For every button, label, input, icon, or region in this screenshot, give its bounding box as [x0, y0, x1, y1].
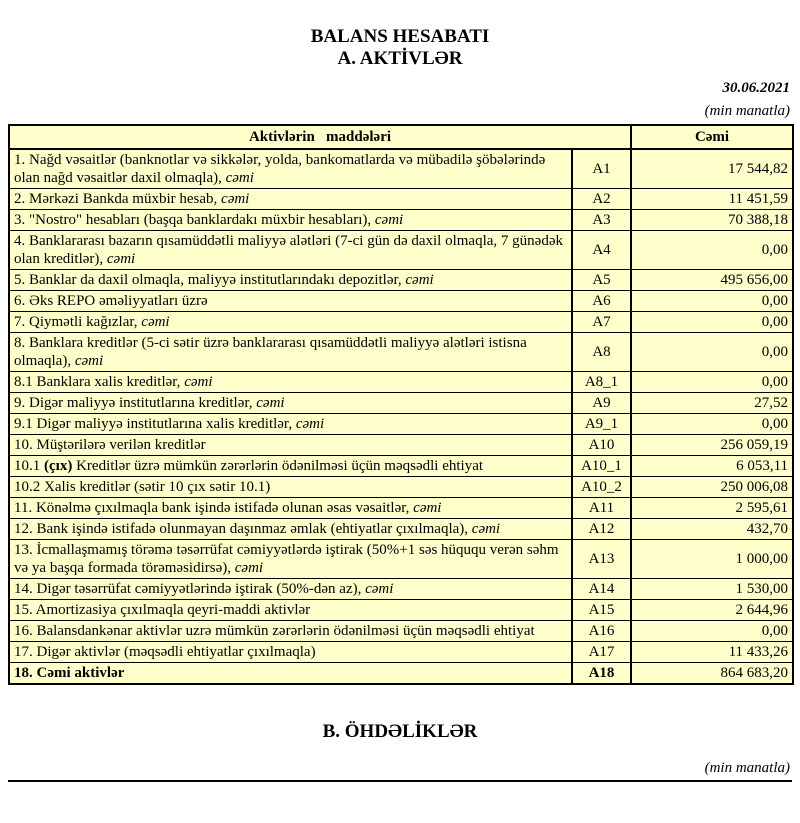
row-code: A9: [572, 393, 631, 414]
row-code: A17: [572, 642, 631, 663]
table-row: [9, 210, 793, 231]
row-code: A8: [572, 333, 631, 372]
table-row: [9, 600, 793, 621]
table-row: [9, 414, 793, 435]
row-label-part: 13. İcmallaşmamış törəmə təsərrüfat cəmiyyətlərdə iştirak (50%+1 səs hüququ verən səhm və ya başqa formada törəməsidirsə),: [14, 542, 559, 576]
row-code: A3: [572, 210, 631, 231]
row-label-part: cəmi: [471, 521, 501, 537]
unit-note-b: (min manatla): [704, 760, 790, 776]
next-table-top-border: [8, 780, 792, 782]
row-label-part: cəmi: [221, 191, 250, 207]
row-value: 0,00: [631, 291, 793, 312]
row-value: 0,00: [631, 621, 793, 642]
row-code: A13: [572, 540, 631, 579]
row-value: 2 595,61: [631, 498, 793, 519]
row-label-part: cəmi: [256, 395, 285, 411]
report-title: BALANS HESABATI: [310, 26, 490, 47]
row-label: [9, 519, 572, 540]
row-code: A16: [572, 621, 631, 642]
row-label-part: 17. Digər aktivlər (məqsədli ehtiyatlar çıxılmaqla): [14, 644, 316, 660]
row-value: 6 053,11: [631, 456, 793, 477]
row-label-part: 6. Əks REPO əməliyyatları üzrə: [14, 293, 208, 309]
table-row: [9, 456, 793, 477]
row-label-part: cəmi: [413, 500, 442, 516]
row-label-part: 16. Balansdankənar aktivlər uzrə mümkün zərərlərin ödənilməsi üçün məqsədli ehtiyat: [14, 623, 535, 639]
row-code: A10_2: [572, 477, 631, 498]
row-label-part: 15. Amortizasiya çıxılmaqla qeyri-maddi aktivlər: [14, 602, 311, 618]
row-label: [9, 333, 572, 372]
row-code: A5: [572, 270, 631, 291]
row-label: [9, 600, 572, 621]
row-value: 0,00: [631, 231, 793, 270]
row-label: [9, 189, 572, 210]
row-label-part: 14. Digər təsərrüfat cəmiyyətlərində iştirak (50%-dən az),: [14, 581, 366, 597]
row-label: [9, 579, 572, 600]
table-row: [9, 498, 793, 519]
report-date: 30.06.2021: [722, 80, 790, 96]
row-label-part: 2. Mərkəzi Bankda müxbir hesab,: [14, 191, 222, 207]
row-label-part: cəmi: [234, 560, 264, 576]
table-row: [9, 291, 793, 312]
table-row: [9, 372, 793, 393]
row-label-part: 18. Cəmi aktivlər: [14, 665, 125, 681]
table-row: [9, 621, 793, 642]
table-row: [9, 540, 793, 579]
row-code: A14: [572, 579, 631, 600]
row-label-part: 9. Digər maliyyə institutlarına kreditlər,: [14, 395, 257, 411]
row-label: [9, 414, 572, 435]
row-value: 1 000,00: [631, 540, 793, 579]
row-value: 0,00: [631, 333, 793, 372]
row-label-part: cəmi: [106, 251, 136, 267]
row-label: [9, 231, 572, 270]
report-header: [0, 26, 800, 70]
row-code: A15: [572, 600, 631, 621]
row-value: 17 544,82: [631, 149, 793, 189]
row-label-part: 3. "Nostro" hesabları (başqa banklardakı müxbir hesabları),: [14, 212, 375, 228]
row-value: 432,70: [631, 519, 793, 540]
row-label-part: (çıx): [44, 458, 73, 474]
row-label-part: cəmi: [405, 272, 434, 288]
assets-table: [8, 124, 794, 685]
row-label: [9, 540, 572, 579]
row-value: 70 388,18: [631, 210, 793, 231]
table-row: [9, 663, 793, 685]
row-code: A8_1: [572, 372, 631, 393]
row-label-part: 4. Banklararası bazarın qısamüddətli maliyyə alətləri (7-ci gün də daxil olmaqla, 7 günədək olan kreditlər),: [14, 233, 563, 267]
row-code: A18: [572, 663, 631, 685]
row-label: [9, 435, 572, 456]
row-code: A12: [572, 519, 631, 540]
row-label-part: 1. Nağd vəsaitlər (banknotlar və sikkələr, yolda, bankomatlarda və mübadilə şöbələrində olan nağd vəsaitlər daxil olmaqla),: [14, 152, 546, 186]
table-row: [9, 435, 793, 456]
row-code: A11: [572, 498, 631, 519]
row-label-part: 7. Qiymətli kağızlar,: [14, 314, 142, 330]
row-label-part: cəmi: [295, 416, 325, 432]
row-label: [9, 210, 572, 231]
table-row: [9, 393, 793, 414]
column-header-items: Aktivlərin maddələri: [9, 125, 631, 149]
section-b-title: B. ÖHDƏLİKLƏR: [322, 721, 478, 742]
row-label-part: 8.1 Banklara xalis kreditlər,: [14, 374, 185, 390]
row-label: [9, 372, 572, 393]
row-label-part: 10.2 Xalis kreditlər (sətir 10 çıx sətir 10.1): [14, 479, 271, 495]
row-value: 0,00: [631, 414, 793, 435]
table-row: [9, 477, 793, 498]
table-row: [9, 333, 793, 372]
row-label: [9, 149, 572, 189]
table-row: [9, 149, 793, 189]
row-label-part: cəmi: [184, 374, 213, 390]
row-value: 0,00: [631, 312, 793, 333]
row-value: 256 059,19: [631, 435, 793, 456]
row-label: [9, 456, 572, 477]
row-code: A7: [572, 312, 631, 333]
row-label: [9, 642, 572, 663]
row-label: [9, 312, 572, 333]
row-code: A10_1: [572, 456, 631, 477]
row-label: [9, 393, 572, 414]
table-row: [9, 642, 793, 663]
row-label: [9, 621, 572, 642]
row-label-part: cəmi: [225, 170, 254, 186]
row-label-part: 10.1: [14, 458, 44, 474]
row-value: 27,52: [631, 393, 793, 414]
row-label-part: cəmi: [141, 314, 170, 330]
table-row: [9, 579, 793, 600]
row-label-part: 8. Banklara kreditlər (5-ci sətir üzrə banklararası qısamüddətli maliyyə alətləri istisna olmaqla),: [14, 335, 527, 369]
assets-table-body: [9, 149, 793, 684]
row-value: 250 006,08: [631, 477, 793, 498]
row-label-part: Kreditlər üzrə mümkün zərərlərin ödənilməsi üçün məqsədli ehtiyat: [72, 458, 484, 474]
table-row: [9, 231, 793, 270]
row-label: [9, 498, 572, 519]
row-value: 1 530,00: [631, 579, 793, 600]
row-code: A10: [572, 435, 631, 456]
column-header-total: Cəmi: [631, 125, 793, 149]
row-label: [9, 477, 572, 498]
row-label: [9, 291, 572, 312]
row-code: A2: [572, 189, 631, 210]
row-value: 864 683,20: [631, 663, 793, 685]
table-row: [9, 189, 793, 210]
row-label-part: 5. Banklar da daxil olmaqla, maliyyə institutlarındakı depozitlər,: [14, 272, 406, 288]
row-label-part: cəmi: [74, 353, 104, 369]
row-code: A4: [572, 231, 631, 270]
row-label-part: cəmi: [374, 212, 404, 228]
section-a-title: A. AKTİVLƏR: [337, 48, 463, 69]
row-label-part: 10. Müştərilərə verilən kreditlər: [14, 437, 206, 453]
row-label: [9, 270, 572, 291]
row-value: 495 656,00: [631, 270, 793, 291]
row-label-part: 12. Bank işində istifadə olunmayan daşınmaz əmlak (ehtiyatlar çıxılmaqla),: [14, 521, 472, 537]
row-value: 11 433,26: [631, 642, 793, 663]
row-label-part: 11. Könəlmə çıxılmaqla bank işində istifadə olunan əsas vəsaitlər,: [14, 500, 414, 516]
table-row: [9, 519, 793, 540]
row-code: A6: [572, 291, 631, 312]
row-value: 11 451,59: [631, 189, 793, 210]
row-label: [9, 663, 572, 685]
table-row: [9, 270, 793, 291]
row-label-part: 9.1 Digər maliyyə institutlarına xalis kreditlər,: [14, 416, 296, 432]
unit-note-a: (min manatla): [704, 103, 790, 119]
row-value: 0,00: [631, 372, 793, 393]
row-label-part: cəmi: [365, 581, 394, 597]
table-header-row: [9, 125, 793, 149]
table-row: [9, 312, 793, 333]
row-code: A1: [572, 149, 631, 189]
row-code: A9_1: [572, 414, 631, 435]
row-value: 2 644,96: [631, 600, 793, 621]
